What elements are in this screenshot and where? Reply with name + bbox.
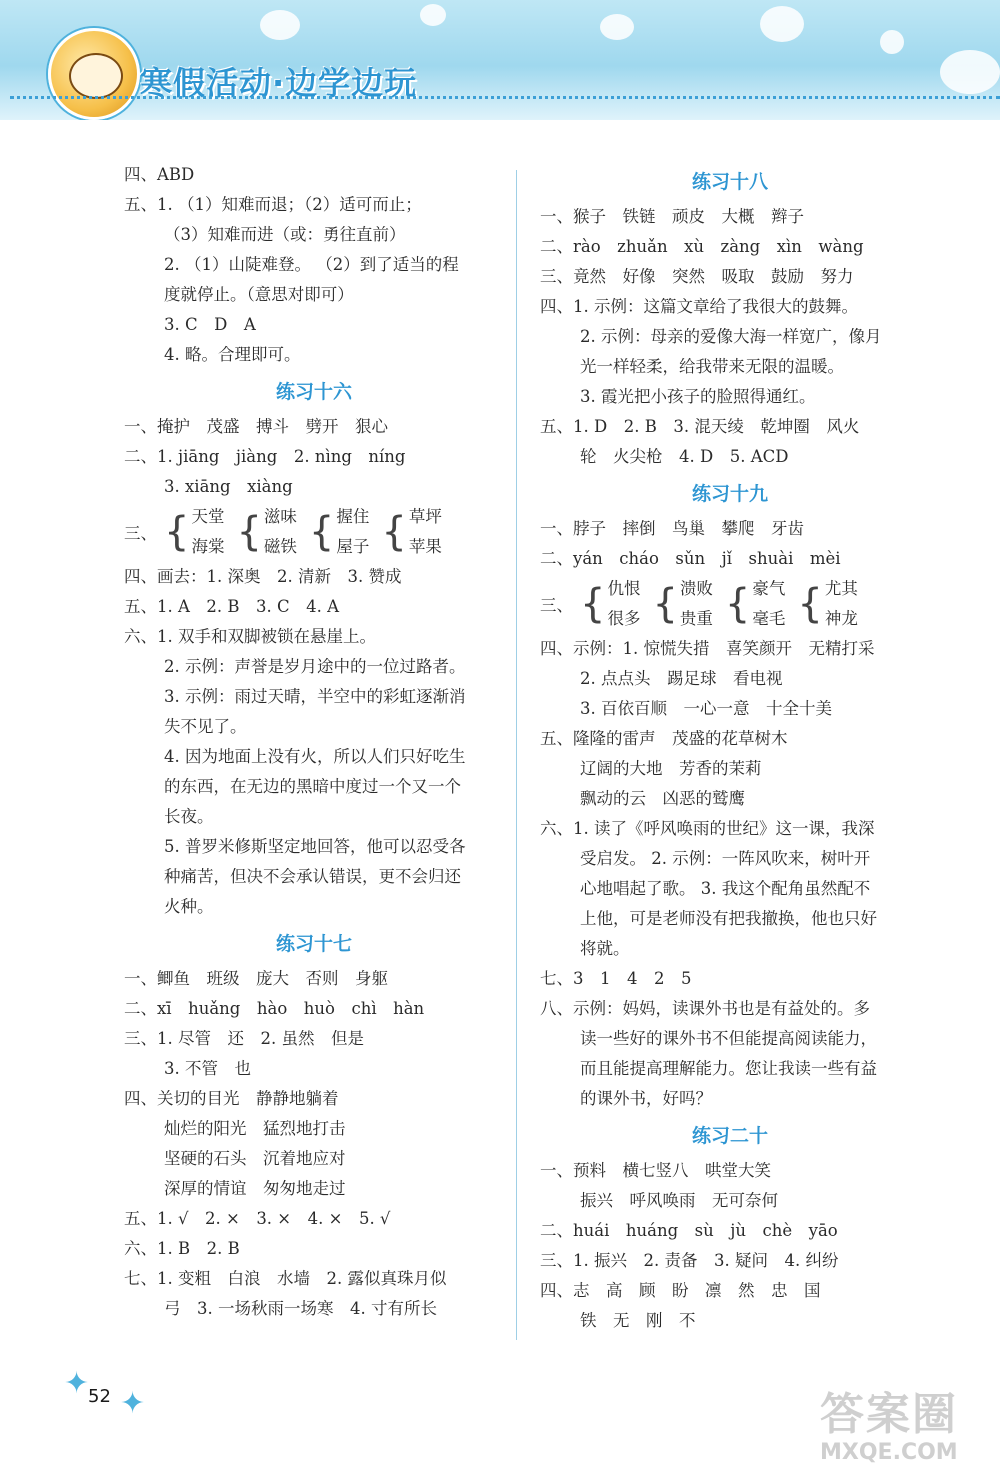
bracket-word: 神龙 xyxy=(824,609,858,628)
bracket-word: 溃败 xyxy=(679,579,713,598)
brace-icon: { xyxy=(236,509,262,555)
bracket-answer-row xyxy=(540,574,920,634)
answer-line: 六、1. 双手和双脚被锁在悬崖上。 xyxy=(124,627,376,646)
answer-line: 四、关切的目光 静静地躺着 xyxy=(124,1089,339,1108)
answer-line: 失不见了。 xyxy=(164,717,247,736)
answer-line: 2. 点点头 踢足球 看电视 xyxy=(580,669,783,688)
sparkle-icon: ✦ xyxy=(120,1386,146,1421)
answer-line: 弓 3. 一场秋雨一场寒 4. 寸有所长 xyxy=(164,1299,437,1318)
bracket-group xyxy=(725,574,785,634)
answer-line: 二、rào zhuǎn xù zàng xìn wàng xyxy=(540,237,864,256)
answer-line: 五、1. √ 2. × 3. × 4. × 5. √ xyxy=(124,1209,391,1228)
exercise-heading: 练习十七 xyxy=(275,933,352,955)
answer-line: 火种。 xyxy=(164,897,214,916)
page-number-badge xyxy=(64,1366,146,1421)
answer-line: 3. 不管 也 xyxy=(164,1059,251,1078)
answer-line: 心地唱起了歌。 3. 我这个配角虽然配不 xyxy=(580,879,871,898)
answer-line: 一、预料 横七竖八 哄堂大笑 xyxy=(540,1161,771,1180)
exercise-heading: 练习十八 xyxy=(691,171,768,193)
answer-line: 2. 示例：母亲的爱像大海一样宽广，像月 xyxy=(580,327,882,346)
snowflake-decoration xyxy=(600,14,634,40)
left-column xyxy=(124,160,504,1324)
snowflake-decoration xyxy=(260,10,300,40)
bracket-word: 毫毛 xyxy=(752,609,786,628)
answer-line: 2. （1）山陡难登。 （2）到了适当的程 xyxy=(164,255,459,274)
answer-line: 3. 百依百顺 一心一意 十全十美 xyxy=(580,699,832,718)
answer-line: 七、1. 变粗 白浪 水墙 2. 露似真珠月似 xyxy=(124,1269,447,1288)
answer-line: 3. 示例：雨过天晴，半空中的彩虹逐渐消 xyxy=(164,687,466,706)
answer-line: 2. 示例：声誉是岁月途中的一位过路者。 xyxy=(164,657,466,676)
brace-icon: { xyxy=(381,509,407,555)
bracket-word: 苹果 xyxy=(408,537,442,556)
brace-icon: { xyxy=(724,581,751,627)
answer-line: 3. 霞光把小孩子的脸照得通红。 xyxy=(580,387,816,406)
answer-line: 四、画去：1. 深奥 2. 清新 3. 赞成 xyxy=(124,567,402,586)
answer-line: 三、1. 振兴 2. 责备 3. 疑问 4. 纠纷 xyxy=(540,1251,839,1270)
exercise-heading: 练习十六 xyxy=(275,381,352,403)
column-divider xyxy=(516,170,517,1340)
bracket-group xyxy=(797,574,857,634)
answer-line: 二、xī huǎng hào huò chì hàn xyxy=(124,999,425,1018)
answer-line: 深厚的情谊 匆匆地走过 xyxy=(164,1179,346,1198)
brace-icon: { xyxy=(164,509,190,555)
answer-line: 一、鲫鱼 班级 庞大 否则 身躯 xyxy=(124,969,388,988)
answer-line: 轮 火尖枪 4. D 5. ACD xyxy=(580,447,789,466)
answer-line: 读一些好的课外书不但能提高阅读能力， xyxy=(580,1029,877,1048)
answer-line: 五、1. D 2. B 3. 混天绫 乾坤圈 风火 xyxy=(540,417,860,436)
header-title: 寒假活动·边学边玩 xyxy=(140,64,418,102)
answer-line: 5. 普罗米修斯坚定地回答，他可以忍受各 xyxy=(164,837,466,856)
bracket-word: 贵重 xyxy=(679,609,713,628)
answer-line: 上他，可是老师没有把我撤换，他也只好 xyxy=(580,909,877,928)
answer-line: 铁 无 刚 不 xyxy=(580,1311,696,1330)
answer-line: 的东西，在无边的黑暗中度过一个又一个 xyxy=(164,777,461,796)
brace-icon: { xyxy=(580,581,606,627)
bracket-word: 滋味 xyxy=(263,507,297,526)
answer-line: 度就停止。（意思对即可） xyxy=(164,285,354,304)
answer-line: 五、1. A 2. B 3. C 4. A xyxy=(124,597,340,616)
bracket-group xyxy=(164,502,224,562)
right-column xyxy=(540,160,920,1336)
answer-line: 的课外书，好吗？ xyxy=(580,1089,712,1108)
watermark-site: MXQE.COM xyxy=(820,1440,958,1465)
bracket-word: 磁铁 xyxy=(263,537,297,556)
answer-line: 二、1. jiāng jiàng 2. nìng níng xyxy=(124,447,406,466)
answer-line: 七、3 1 4 2 5 xyxy=(540,969,692,988)
bracket-word: 握住 xyxy=(336,507,370,526)
answer-line: 辽阔的大地 芳香的茉莉 xyxy=(580,759,762,778)
answer-line: 4. 略。合理即可。 xyxy=(164,345,301,364)
answer-line: 4. 因为地面上没有火，所以人们只好吃生 xyxy=(164,747,466,766)
answer-line: 一、脖子 摔倒 鸟巢 攀爬 牙齿 xyxy=(540,519,804,538)
mascot-icon xyxy=(48,28,140,120)
bracket-word: 很多 xyxy=(607,609,641,628)
exercise-heading: 练习十九 xyxy=(691,483,768,505)
answer-line: 受启发。 2. 示例：一阵风吹来，树叶开 xyxy=(580,849,871,868)
bracket-word: 豪气 xyxy=(752,579,786,598)
answer-line: 六、1. B 2. B xyxy=(124,1239,240,1258)
answer-line: 二、huái huáng sù jù chè yāo xyxy=(540,1221,838,1240)
bracket-group xyxy=(236,502,296,562)
header-dotted-rule xyxy=(10,96,1000,99)
answer-line: 四、1. 示例：这篇文章给了我很大的鼓舞。 xyxy=(540,297,858,316)
answer-line: 二、yán cháo sǔn jǐ shuài mèi xyxy=(540,549,841,568)
snowflake-decoration xyxy=(420,4,446,26)
bracket-group xyxy=(381,502,441,562)
exercise-heading: 练习二十 xyxy=(691,1125,768,1147)
bracket-word: 海棠 xyxy=(191,537,225,556)
question-label: 三、 xyxy=(124,524,157,543)
bracket-word: 尤其 xyxy=(824,579,858,598)
answer-line: 三、竟然 好像 突然 吸取 鼓励 努力 xyxy=(540,267,854,286)
brace-icon: { xyxy=(308,509,335,555)
answer-line: 一、掩护 茂盛 搏斗 劈开 狠心 xyxy=(124,417,388,436)
answer-line: 飘动的云 凶恶的鹫鹰 xyxy=(580,789,745,808)
answer-line: （3）知难而进（或：勇往直前） xyxy=(164,225,406,244)
answer-line: 而且能提高理解能力。您让我读一些有益 xyxy=(580,1059,877,1078)
answer-line: 三、1. 尽管 还 2. 虽然 但是 xyxy=(124,1029,364,1048)
answer-line: 灿烂的阳光 猛烈地打击 xyxy=(164,1119,346,1138)
bracket-word: 天堂 xyxy=(191,507,225,526)
question-label: 三、 xyxy=(540,596,573,615)
brace-icon: { xyxy=(652,581,678,627)
answer-line: 种痛苦，但决不会承认错误，更不会归还 xyxy=(164,867,461,886)
answer-line: 将就。 xyxy=(580,939,630,958)
answer-line: 一、猴子 铁链 顽皮 大概 辫子 xyxy=(540,207,804,226)
answer-line: 四、志 高 顾 盼 凛 然 忠 国 xyxy=(540,1281,821,1300)
snowflake-decoration xyxy=(940,50,1000,94)
answer-line: 光一样轻柔，给我带来无限的温暖。 xyxy=(580,357,844,376)
answer-line: 长夜。 xyxy=(164,807,214,826)
bracket-word: 屋子 xyxy=(336,537,370,556)
answer-line: 八、示例：妈妈，读课外书也是有益处的。多 xyxy=(540,999,870,1018)
brace-icon: { xyxy=(797,581,823,627)
bracket-word: 草坪 xyxy=(408,507,442,526)
answer-line: 3. C D A xyxy=(164,315,256,334)
page-number: 52 xyxy=(88,1386,111,1407)
bracket-word: 仇恨 xyxy=(607,579,641,598)
answer-line: 五、隆隆的雷声 茂盛的花草树木 xyxy=(540,729,788,748)
answer-line: 五、1. （1）知难而退；（2）适可而止； xyxy=(124,195,422,214)
header-banner xyxy=(0,0,1000,120)
bracket-group xyxy=(652,574,712,634)
bracket-answer-row xyxy=(124,502,504,562)
answer-line: 四、ABD xyxy=(124,165,195,184)
answer-line: 坚硬的石头 沉着地应对 xyxy=(164,1149,346,1168)
answer-line: 四、示例：1. 惊慌失措 喜笑颜开 无精打采 xyxy=(540,639,875,658)
answer-line: 3. xiāng xiàng xyxy=(164,477,293,496)
bracket-group xyxy=(309,502,369,562)
sparkle-icon: ✦ xyxy=(64,1366,90,1401)
watermark-logo: 答案圈 xyxy=(820,1389,958,1440)
answer-line: 六、1. 读了《呼风唤雨的世纪》这一课，我深 xyxy=(540,819,875,838)
snowflake-decoration xyxy=(760,6,804,42)
answer-line: 振兴 呼风唤雨 无可奈何 xyxy=(580,1191,778,1210)
bracket-group xyxy=(580,574,640,634)
snowflake-decoration xyxy=(880,30,904,54)
